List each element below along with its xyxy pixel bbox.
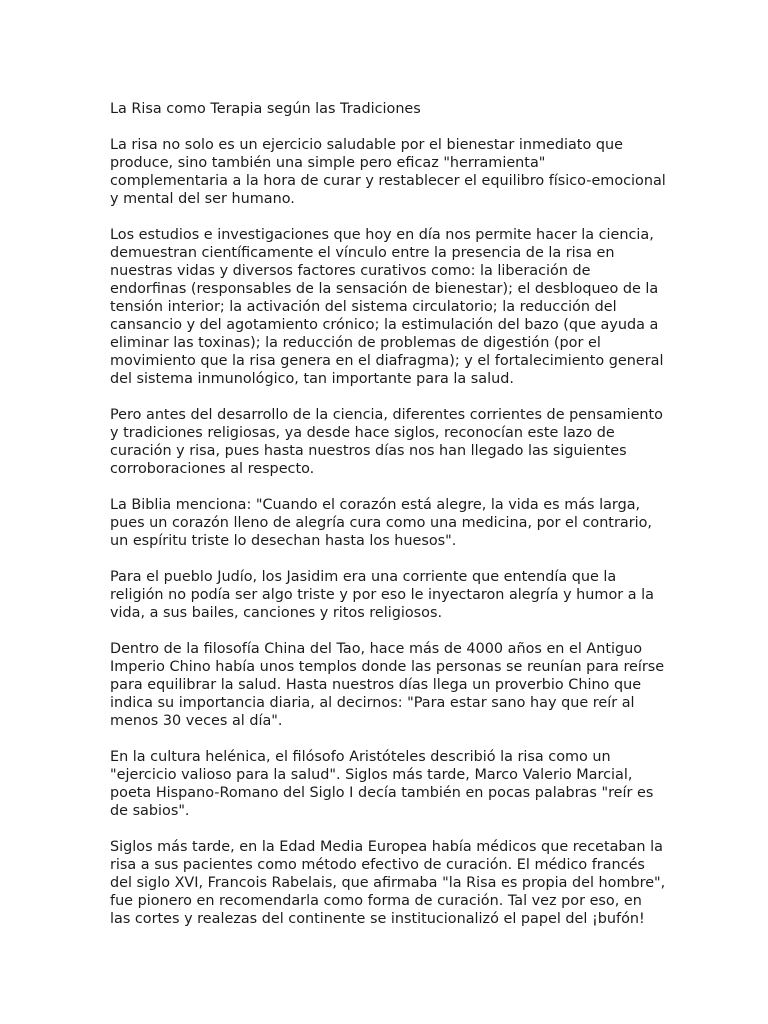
paragraph [110, 748, 670, 820]
document-title: La Risa como Terapia según las Tradiciones [110, 101, 421, 117]
paragraph-line: "ejercicio valioso para la salud". Siglos más tarde, Marco Valerio Marcial, [110, 767, 633, 783]
paragraph-line: del sistema inmunológico, tan importante para la salud. [110, 371, 514, 387]
paragraph-line: nuestras vidas y diversos factores curativos como: la liberación de [110, 263, 591, 279]
paragraph-line: Siglos más tarde, en la Edad Media Europea había médicos que recetaban la [110, 839, 663, 855]
paragraph-line: vida, a sus bailes, canciones y ritos religiosos. [110, 605, 443, 621]
paragraph-line: y tradiciones religiosas, ya desde hace siglos, reconocían este lazo de [110, 425, 615, 441]
paragraph-line: fue pionero en recomendarla como forma de curación. Tal vez por eso, en [110, 893, 642, 909]
paragraph-line: poeta Hispano-Romano del Siglo I decía también en pocas palabras "reír es [110, 785, 654, 801]
paragraph-line: Imperio Chino había unos templos donde las personas se reunían para reírse [110, 659, 665, 675]
paragraph-line: Dentro de la filosofía China del Tao, hace más de 4000 años en el Antiguo [110, 641, 643, 657]
paragraph-line: de sabios". [110, 803, 190, 819]
paragraph-line: En la cultura helénica, el filósofo Aristóteles describió la risa como un [110, 749, 611, 765]
paragraph-line: religión no podía ser algo triste y por eso le inyectaron alegría y humor a la [110, 587, 654, 603]
paragraph-line: complementaria a la hora de curar y restablecer el equilibro físico-emocional [110, 173, 666, 189]
paragraph-line: para equilibrar la salud. Hasta nuestros días llega un proverbio Chino que [110, 677, 642, 693]
paragraph-line: menos 30 veces al día". [110, 713, 283, 729]
paragraph-line: pues un corazón lleno de alegría cura como una medicina, por el contrario, [110, 515, 652, 531]
paragraph-line: produce, sino también una simple pero eficaz "herramienta" [110, 155, 546, 171]
paragraph-list [110, 136, 670, 928]
paragraph-line: movimiento que la risa genera en el diafragma); y el fortalecimiento general [110, 353, 664, 369]
paragraph-line: Los estudios e investigaciones que hoy en día nos permite hacer la ciencia, [110, 227, 654, 243]
paragraph-line: tensión interior; la activación del sistema circulatorio; la reducción del [110, 299, 617, 315]
paragraph [110, 226, 670, 388]
paragraph [110, 640, 670, 730]
paragraph-line: Pero antes del desarrollo de la ciencia, diferentes corrientes de pensamiento [110, 407, 663, 423]
paragraph-line: indica su importancia diaria, al decirnos: "Para estar sano hay que reír al [110, 695, 635, 711]
paragraph-line: eliminar las toxinas); la reducción de problemas de digestión (por el [110, 335, 601, 351]
paragraph-line: del siglo XVI, Francois Rabelais, que afirmaba "la Risa es propia del hombre", [110, 875, 666, 891]
paragraph [110, 136, 670, 208]
paragraph-line: Para el pueblo Judío, los Jasidim era una corriente que entendía que la [110, 569, 617, 585]
paragraph [110, 838, 670, 928]
document-body [110, 100, 670, 946]
paragraph-line: demuestran científicamente el vínculo entre la presencia de la risa en [110, 245, 615, 261]
paragraph-line: endorfinas (responsables de la sensación de bienestar); el desbloqueo de la [110, 281, 659, 297]
paragraph-line: cansancio y del agotamiento crónico; la estimulación del bazo (que ayuda a [110, 317, 659, 333]
paragraph-line: corroboraciones al respecto. [110, 461, 315, 477]
paragraph-line: La risa no solo es un ejercicio saludable por el bienestar inmediato que [110, 137, 623, 153]
paragraph-line: curación y risa, pues hasta nuestros días nos han llegado las siguientes [110, 443, 627, 459]
paragraph-line: un espíritu triste lo desechan hasta los huesos". [110, 533, 457, 549]
paragraph-line: y mental del ser humano. [110, 191, 295, 207]
paragraph-line: risa a sus pacientes como método efectivo de curación. El médico francés [110, 857, 645, 873]
paragraph [110, 406, 670, 478]
paragraph-line: las cortes y realezas del continente se institucionalizó el papel del ¡bufón! [110, 911, 645, 927]
paragraph-line: La Biblia menciona: "Cuando el corazón está alegre, la vida es más larga, [110, 497, 641, 513]
paragraph [110, 568, 670, 622]
paragraph [110, 496, 670, 550]
